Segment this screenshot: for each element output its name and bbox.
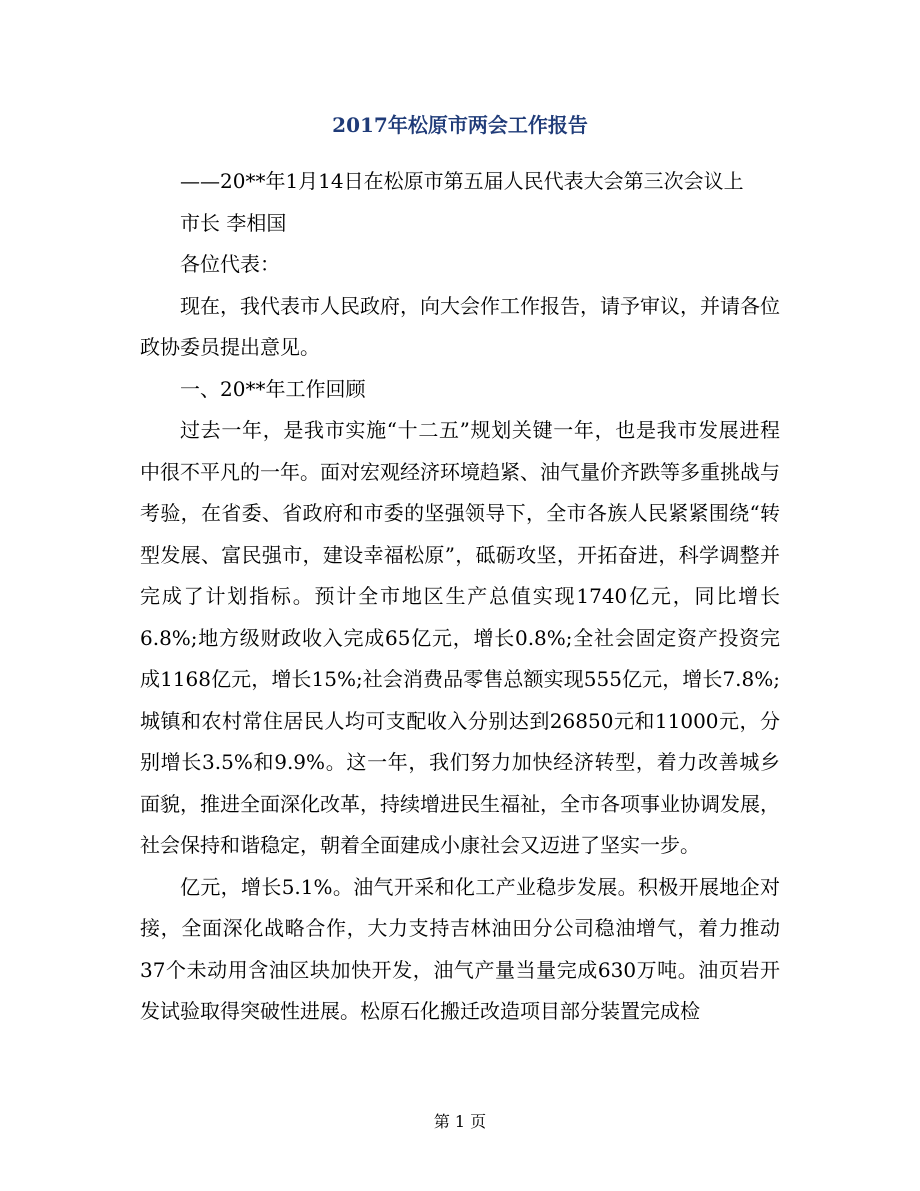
section-heading: 一、20**年工作回顾 [180,376,366,401]
page-title: 2017年松原市两会工作报告 [332,113,588,137]
page-number: 第 1 页 [433,1112,487,1131]
report-subtitle: ——20**年1月14日在松原市第五届人民代表大会第三次会议上 [180,169,744,193]
paragraph-intro: 现在，我代表市人民政府，向大会作工作报告，请予审议，并请各位政协委员提出意见。 [140,293,780,359]
salutation: 各位代表： [180,252,280,276]
paragraph-industry: 亿元，增长5.1%。油气开采和化工产业稳步发展。积极开展地企对接，全面深化战略合作，大力支持吉林油田分公司稳油增气，着力推动37个未动用含油区块加快开发，油气产量当量完成630万吨。油页岩开发试验取得突破性进展。松原石化搬迁改造项目部分装置完成检 [140,874,780,1023]
paragraph-review: 过去一年，是我市实施“十二五”规划关键一年，也是我市发展进程中很不平凡的一年。面对宏观经济环境趋紧、油气量价齐跌等多重挑战与考验，在省委、省政府和市委的坚强领导下，全市各族人民紧紧围绕“转型发展、富民强市，建设幸福松原”，砥砺攻坚，开拓奋进，科学调整并完成了计划指标。预计全市地区生产总值实现1740亿元，同比增长6.8%;地方级财政收入完成65亿元，增长0.8%;全社会固定资产投资完成1168亿元，增长15%;社会消费品零售总额实现555亿元，增长7.8%;城镇和农村常住居民人均可支配收入分别达到26850元和11000元，分别增长3.5%和9.9%。这一年，我们努力加快经济转型，着力改善城乡面貌，推进全面深化改革，持续增进民生福祉，全市各项事业协调发展，社会保持和谐稳定，朝着全面建成小康社会又迈进了坚实一步。 [140,418,780,857]
document-body [140,161,780,1033]
report-speaker: 市长 李相国 [180,210,287,235]
